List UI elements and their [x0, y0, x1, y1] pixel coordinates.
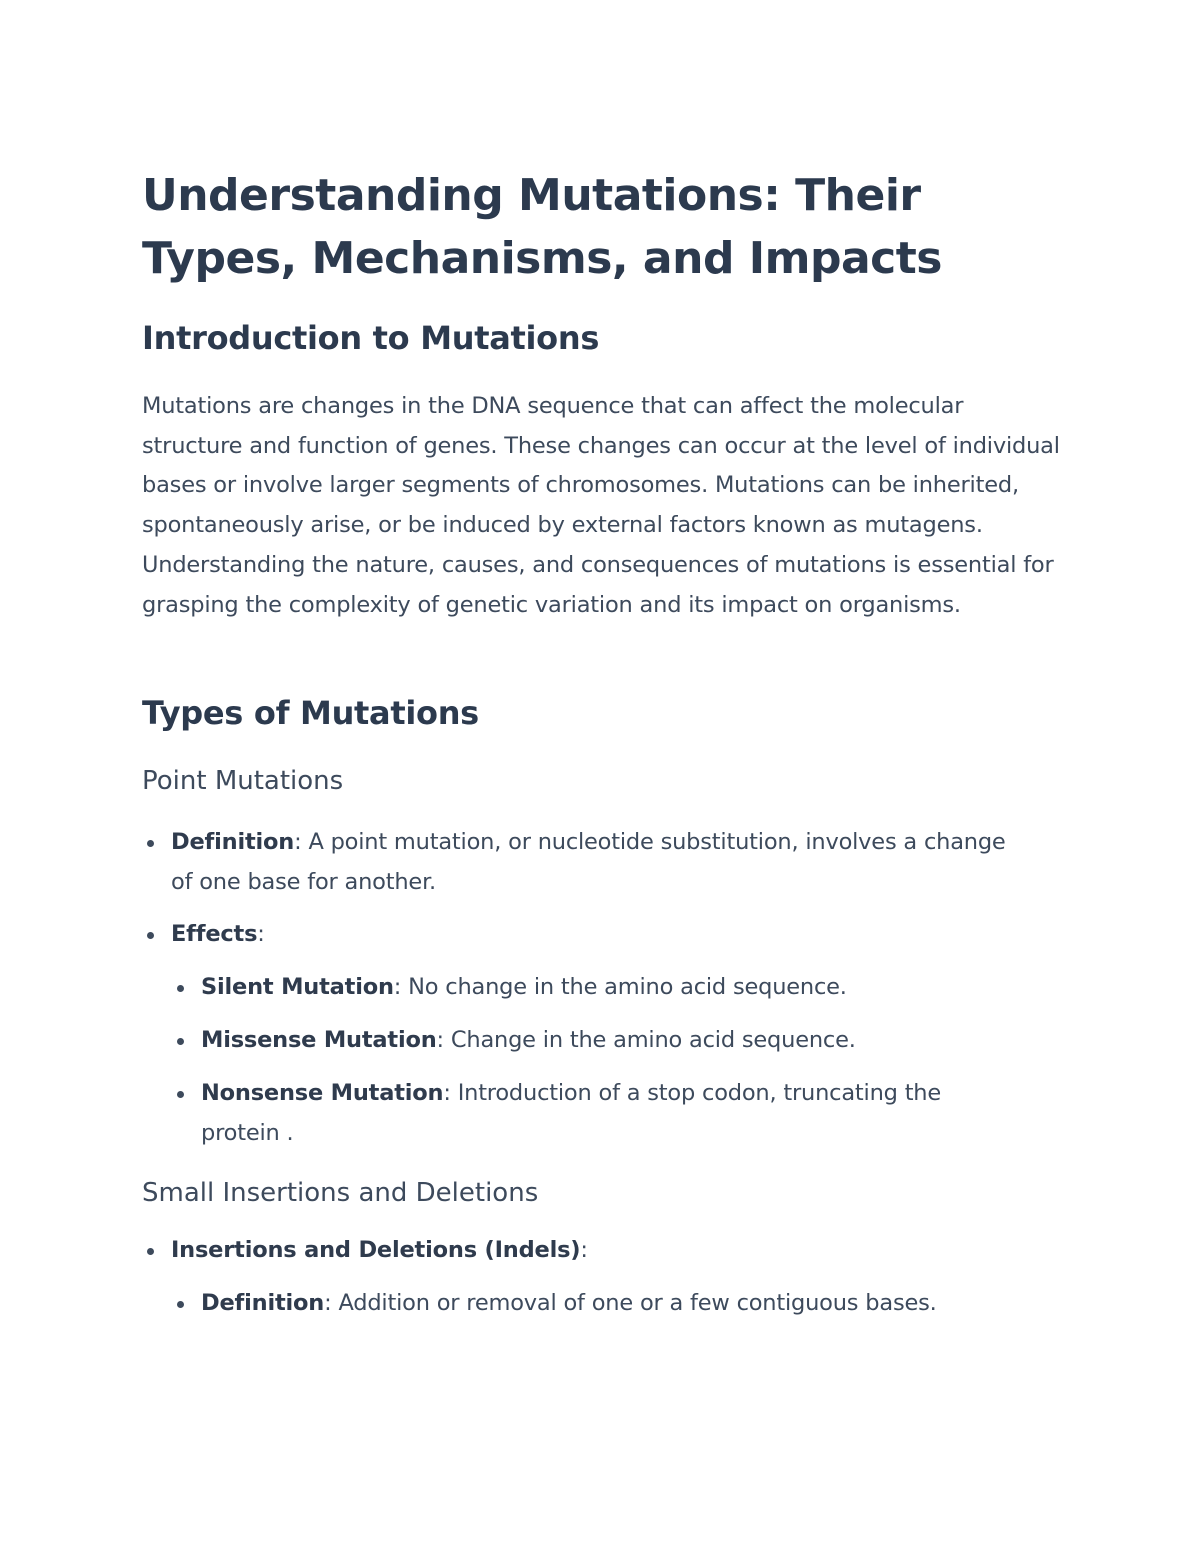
bullet-icon: [147, 1248, 154, 1255]
bullet-icon: [147, 840, 154, 847]
item-label: Definition: [201, 1290, 325, 1316]
bullet-icon: [147, 932, 154, 939]
list-item-silent-mutation: [201, 968, 1041, 1008]
item-text: : No change in the amino acid sequence.: [393, 974, 847, 1000]
item-text: :: [580, 1237, 588, 1263]
bullet-icon: [177, 985, 184, 992]
item-text: : A point mutation, or nucleotide substitution, involves a change of one base for another.: [171, 829, 1006, 895]
item-text: :: [257, 921, 265, 947]
list-item-indels: [171, 1231, 1031, 1271]
document-title: Understanding Mutations: Their Types, Mechanisms, and Impacts: [142, 170, 942, 284]
item-text: : Change in the amino acid sequence.: [436, 1027, 856, 1053]
item-label: Effects: [171, 921, 258, 947]
heading-types-of-mutations: Types of Mutations: [142, 694, 479, 732]
list-item-definition: [171, 823, 1031, 902]
list-item-missense-mutation: [201, 1021, 1041, 1061]
intro-paragraph: Mutations are changes in the DNA sequence that can affect the molecular structure and function of genes. These changes can occur at the level of individual bases or involve larger segments of chromosomes. Mutations can be inherited, spontaneously arise, or be induced by external factors known as mutagens. Understanding the nature, causes, and consequences of mutations is essential for grasping the complexity of genetic variation and its impact on organisms.: [142, 393, 1060, 618]
bullet-icon: [177, 1038, 184, 1045]
heading-introduction: Introduction to Mutations: [142, 319, 600, 357]
bullet-icon: [177, 1091, 184, 1098]
list-item-effects: [171, 915, 1031, 955]
item-label: Silent Mutation: [201, 974, 394, 1000]
item-label: Missense Mutation: [201, 1027, 437, 1053]
bullet-icon: [177, 1301, 184, 1308]
item-text: : Introduction of a stop codon, truncating the protein .: [201, 1080, 942, 1146]
item-label: Nonsense Mutation: [201, 1080, 444, 1106]
heading-point-mutations: Point Mutations: [142, 766, 344, 796]
heading-small-insertions-deletions: Small Insertions and Deletions: [142, 1178, 539, 1208]
list-item-nonsense-mutation: [201, 1074, 1021, 1153]
item-text: : Addition or removal of one or a few contiguous bases.: [324, 1290, 937, 1316]
item-label: Definition: [171, 829, 295, 855]
item-label: Insertions and Deletions (Indels): [171, 1237, 581, 1263]
list-item-indels-definition: [201, 1284, 1061, 1324]
